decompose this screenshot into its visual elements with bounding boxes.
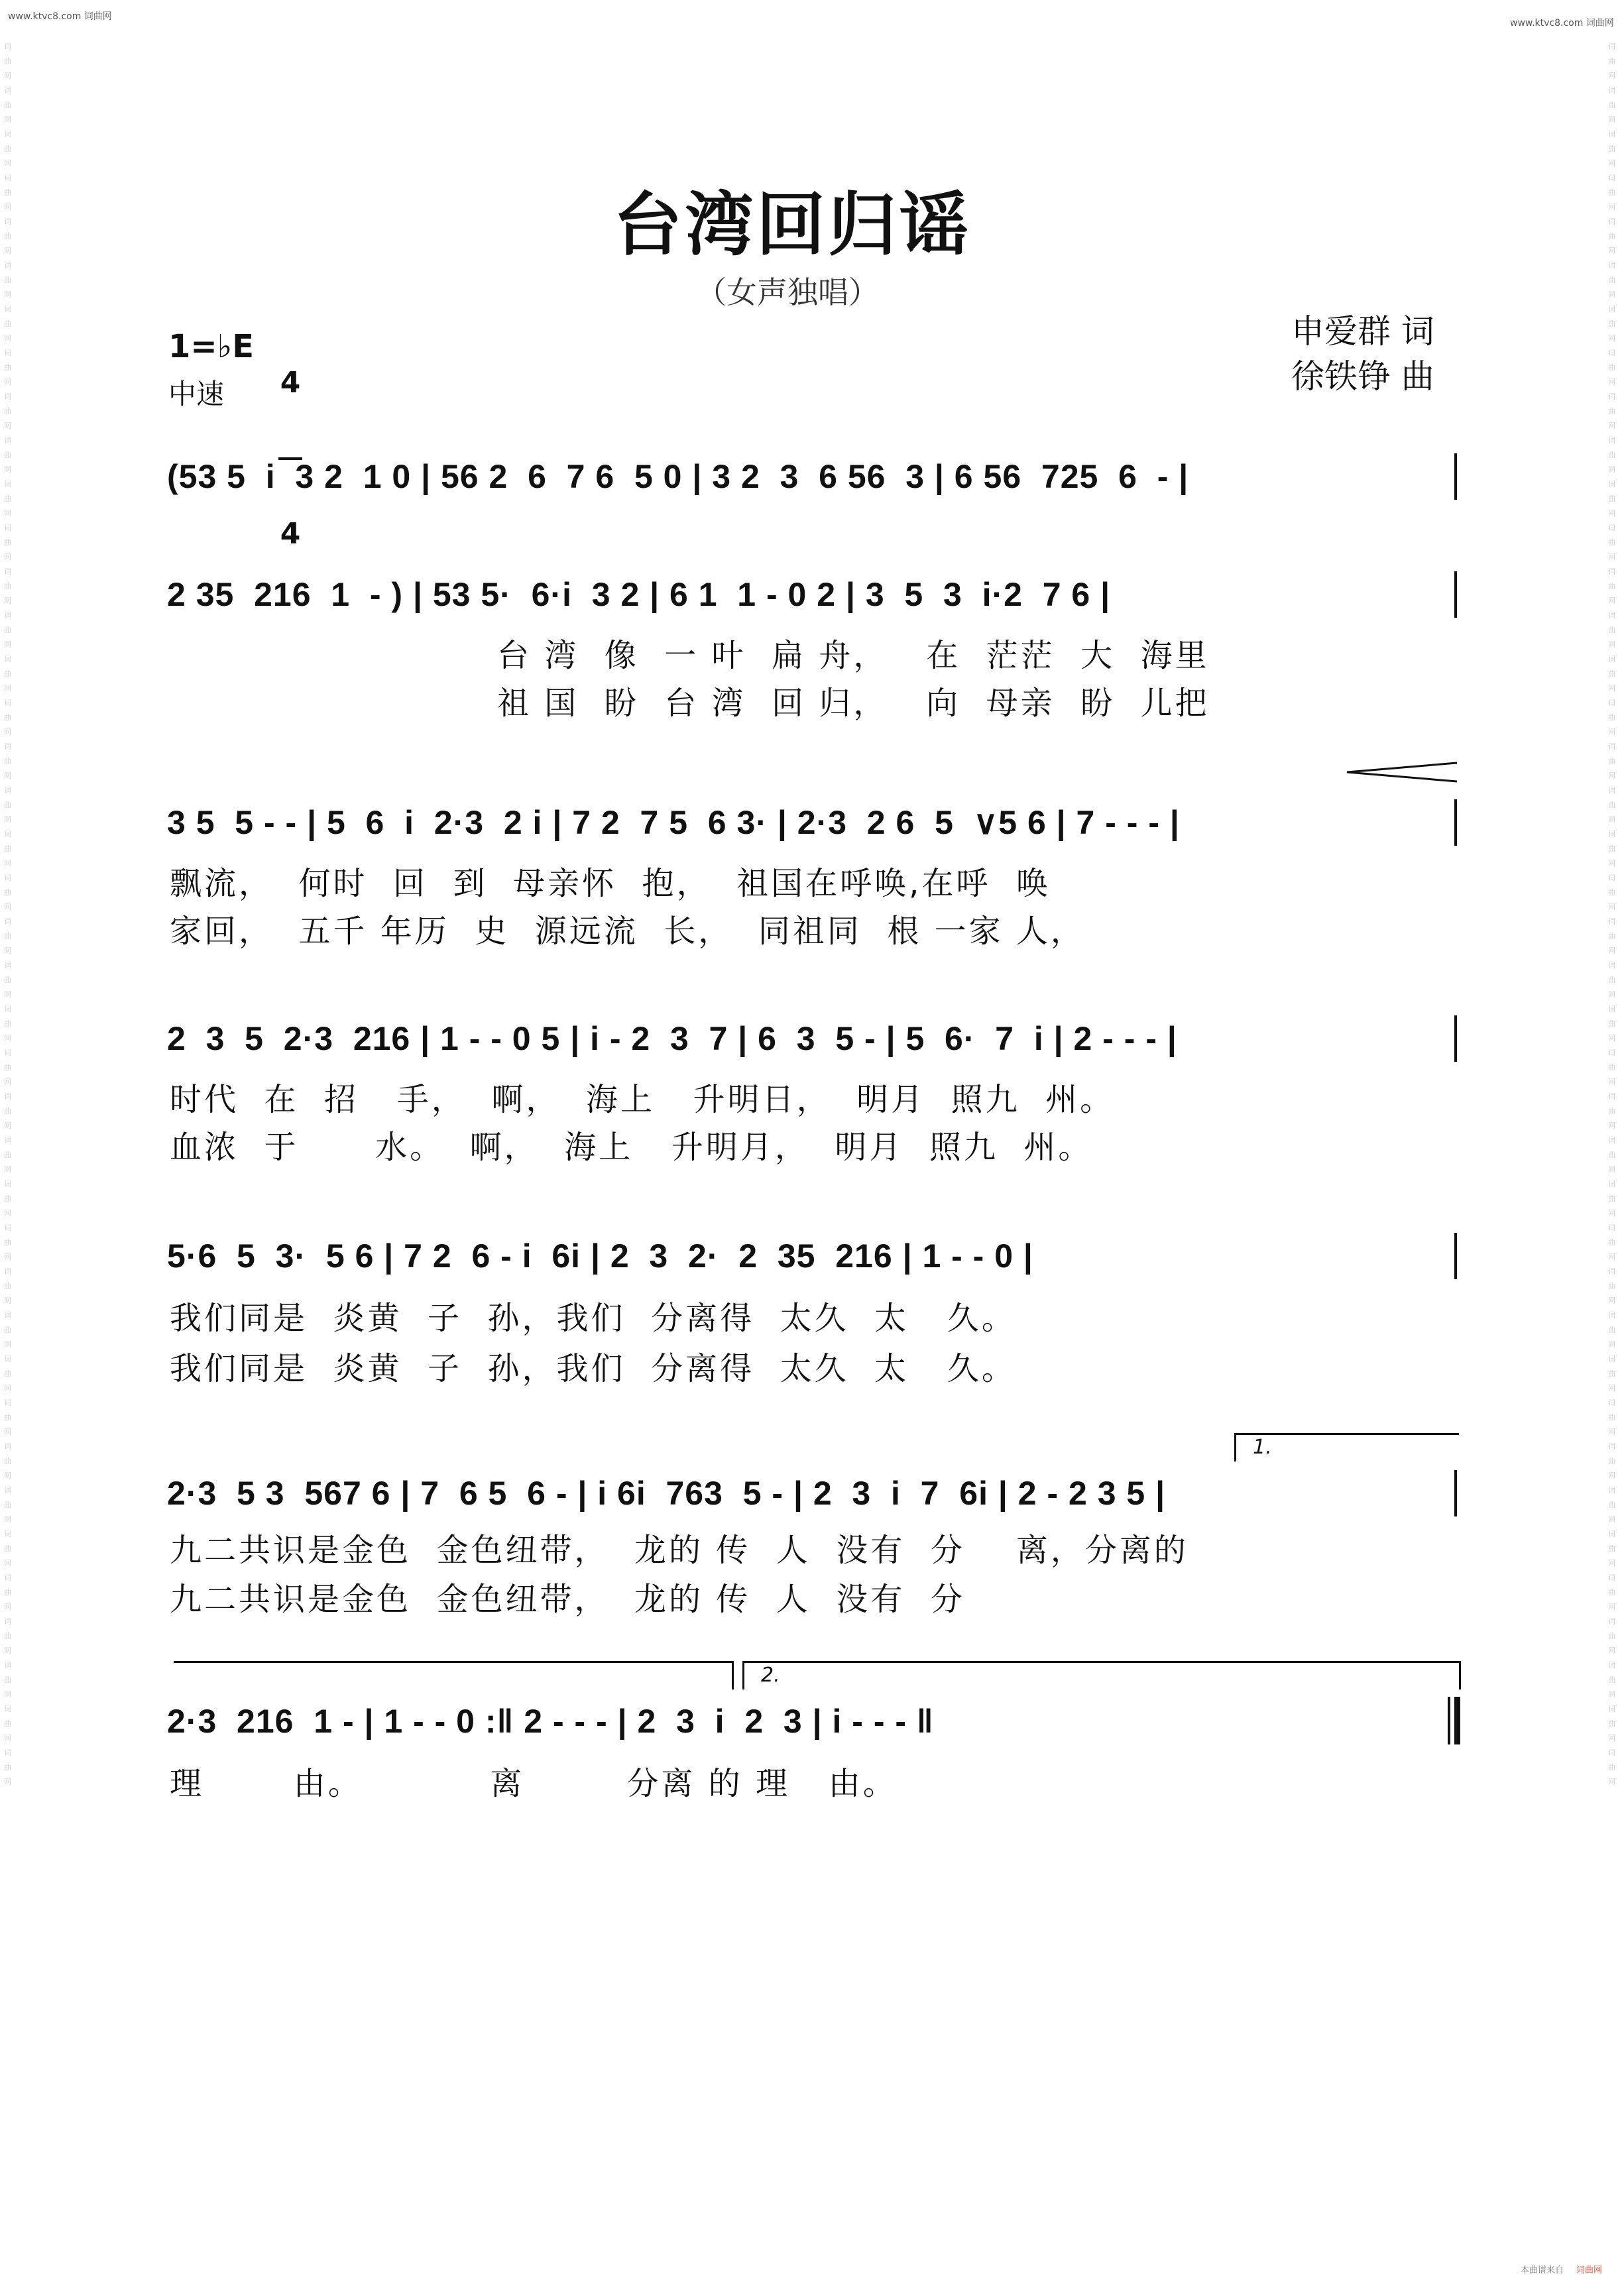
crescendo-hairpin	[1346, 761, 1458, 783]
time-signature-top: 4	[280, 366, 301, 400]
second-ending-label: 2.	[761, 1664, 780, 1687]
notation-line-7: 2·3 216 1 - | 1 - - 0 :‖ 2 - - - | 2 3 i 2 3 | i - - - ‖	[167, 1703, 934, 1740]
footer-site: 词曲网	[1576, 2265, 1603, 2275]
lyrics-verse2-line-4: 血浓 于 水。 啊， 海上 升明月， 明月 照九 州。	[170, 1129, 1093, 1166]
notation-line-2: 2 35 216 1 - ) | 53 5· 6·i 3 2 | 6 1 1 - 0 2 | 3 5 3 i·2 7 6 |	[167, 576, 1111, 613]
lyrics-verse2-line-3: 家回， 五千 年历 史 源远流 长， 同祖同 根 一家 人，	[170, 913, 1085, 950]
barline-end-3	[1454, 799, 1457, 846]
site-mark-top-left: www.ktvc8.com 词曲网	[8, 11, 112, 22]
notation-line-6: 2·3 5 3 567 6 | 7 6 5 6 - | i 6i 763 5 - | 2 3 i 7 6i | 2 - 2 3 5 |	[167, 1475, 1166, 1512]
barline-end-5	[1454, 1233, 1457, 1279]
lyrics-verse1-line-4: 时代 在 招 手， 啊， 海上 升明日， 明月 照九 州。	[170, 1081, 1115, 1118]
key-signature: 1=♭E	[168, 328, 255, 365]
first-ending-label: 1.	[1253, 1436, 1272, 1459]
barline-end-1	[1454, 453, 1457, 500]
lyrics-verse1-line-3: 飘流， 何时 回 到 母亲怀 抱， 祖国在呼唤,在呼 唤	[170, 865, 1051, 902]
notation-line-1: (53 5 i 3 2 1 0 | 56 2 6 7 6 5 0 | 3 2 3 6 56 3 | 6 56 725 6 - |	[167, 458, 1189, 495]
final-barline-thin	[1448, 1697, 1450, 1744]
song-title: 台湾回归谣	[613, 184, 972, 265]
first-ending-continuation	[174, 1661, 734, 1689]
lyrics-verse2-line-2: 祖 国 盼 台 湾 回 归， 向 母亲 盼 儿把	[497, 685, 1210, 722]
side-watermark-left: 词曲网 词曲网 词曲网 词曲网 词曲网 词曲网 词曲网 词曲网 词曲网 词曲网 词曲网 词曲网 词曲网 词曲网 词曲网 词曲网 词曲网 词曲网 词曲网 词曲网 词曲网 词曲网 词曲网 词曲网 词曲网 词曲网 词曲网 词曲网 词曲网 词曲网 词曲网 词曲网 词曲网 词曲网 词曲网 词曲网 词曲网 词曲网 词曲网 词曲网	[4, 42, 11, 1786]
lyrics-verse2-line-5: 我们同是 炎黄 子 孙，我们 分离得 太久 太 久。	[170, 1350, 1016, 1387]
footer-source: 本曲谱来自	[1521, 2265, 1564, 2275]
lyrics-verse1-line-5: 我们同是 炎黄 子 孙，我们 分离得 太久 太 久。	[170, 1300, 1016, 1337]
time-signature	[278, 310, 302, 578]
barline-end-4	[1454, 1015, 1457, 1062]
notation-line-5: 5·6 5 3· 5 6 | 7 2 6 - i 6i | 2 3 2· 2 35 216 | 1 - - 0 |	[167, 1237, 1033, 1275]
barline-end-2	[1454, 571, 1457, 618]
composer-credit: 徐铁铮 曲	[1291, 357, 1434, 396]
notation-line-4: 2 3 5 2·3 216 | 1 - - 0 5 | i - 2 3 7 | 6 3 5 - | 5 6· 7 i | 2 - - - |	[167, 1020, 1177, 1057]
site-mark-top-right: www.ktvc8.com 词曲网	[1510, 18, 1614, 29]
lyrics-verse1-line-6: 九二共识是金色 金色纽带， 龙的 传 人 没有 分 离，分离的	[170, 1532, 1189, 1569]
lyrics-verse1-line-7: 理 由。 离 分离 的 理 由。	[170, 1765, 898, 1802]
second-ending-bracket	[742, 1661, 1461, 1689]
lyrics-verse2-line-6: 九二共识是金色 金色纽带， 龙的 传 人 没有 分	[170, 1581, 965, 1618]
song-subtitle: （女声独唱）	[696, 274, 879, 310]
notation-line-3: 3 5 5 - - | 5 6 i 2·3 2 i | 7 2 7 5 6 3· | 2·3 2 6 5 ∨5 6 | 7 - - - |	[167, 804, 1180, 841]
final-barline-thick	[1454, 1697, 1460, 1744]
tempo-marking: 中速	[168, 378, 225, 410]
time-signature-bottom: 4	[280, 517, 301, 551]
lyricist-credit: 申爱群 词	[1291, 312, 1434, 351]
side-watermark-right: 词曲网 词曲网 词曲网 词曲网 词曲网 词曲网 词曲网 词曲网 词曲网 词曲网 词曲网 词曲网 词曲网 词曲网 词曲网 词曲网 词曲网 词曲网 词曲网 词曲网 词曲网 词曲网 词曲网 词曲网 词曲网 词曲网 词曲网 词曲网 词曲网 词曲网 词曲网 词曲网 词曲网 词曲网 词曲网 词曲网 词曲网 词曲网 词曲网 词曲网	[1608, 42, 1615, 1786]
lyrics-verse1-line-2: 台 湾 像 一 叶 扁 舟， 在 茫茫 大 海里	[497, 637, 1210, 674]
barline-end-6	[1454, 1470, 1457, 1516]
